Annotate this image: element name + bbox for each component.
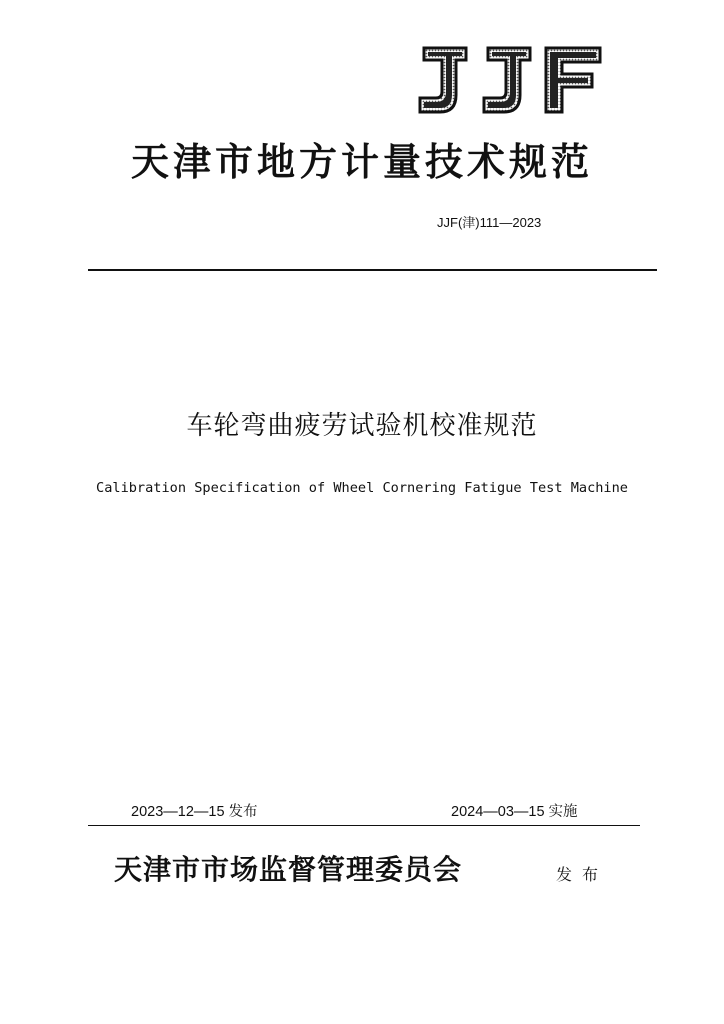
document-title-chinese: 车轮弯曲疲劳试验机校准规范 xyxy=(186,411,538,441)
publisher-name: 天津市市场监督管理委员会 xyxy=(114,853,463,886)
publish-label: 发布 xyxy=(556,865,609,884)
logo-letter-j1 xyxy=(420,48,466,112)
logo-letter-f xyxy=(546,48,600,112)
issue-date: 2023—12—15 发布 xyxy=(131,804,258,820)
footer-divider xyxy=(88,825,640,826)
jjf-logo xyxy=(410,40,605,118)
implementation-date: 2024—03—15 实施 xyxy=(451,804,578,820)
document-title-english: Calibration Specification of Wheel Cornering Fatigue Test Machine xyxy=(96,480,628,496)
header-divider xyxy=(88,269,657,271)
standard-category-title: 天津市地方计量技术规范 xyxy=(130,139,593,184)
logo-letter-j2 xyxy=(484,48,530,112)
standard-code: JJF(津)111—2023 xyxy=(437,215,542,230)
